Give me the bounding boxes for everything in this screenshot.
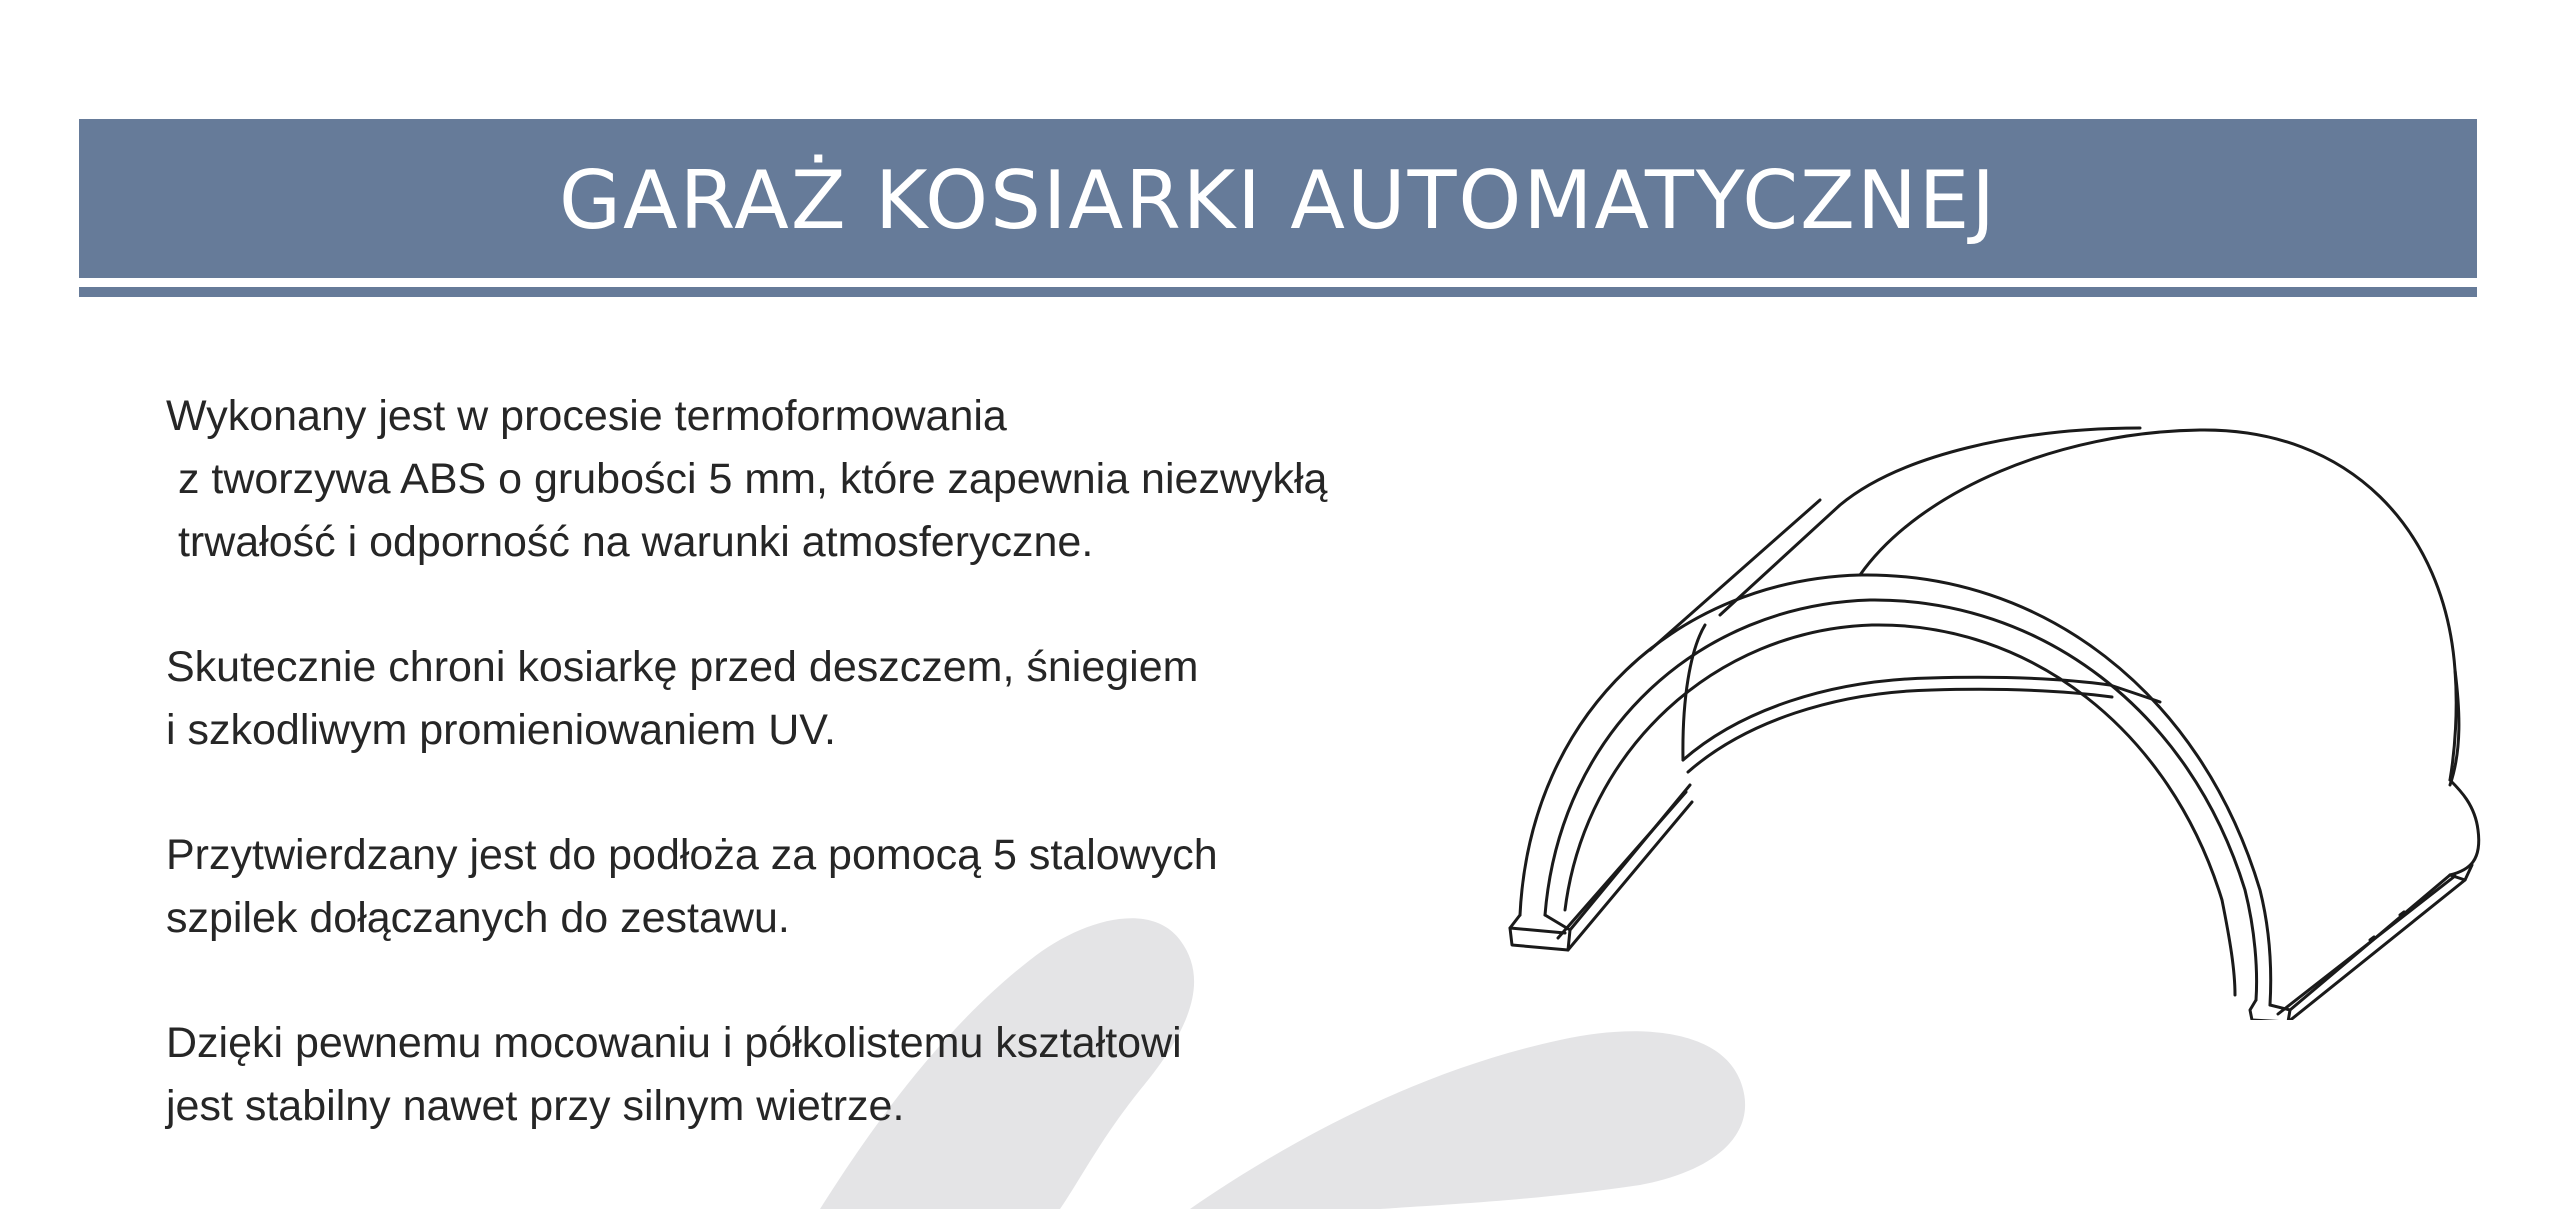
mower-garage-drawing (1500, 410, 2490, 1020)
header-divider (79, 287, 2477, 297)
description-line: szpilek dołączanych do zestawu. (166, 894, 790, 942)
description-line: z tworzywa ABS o grubości 5 mm, które zapewnia niezwykłą (166, 455, 1328, 503)
description-text (166, 385, 1496, 1200)
header-banner (79, 119, 2477, 278)
page-title: GARAŻ KOSIARKI AUTOMATYCZNEJ (559, 153, 1997, 247)
description-line: jest stabilny nawet przy silnym wietrze. (166, 1082, 905, 1130)
description-paragraph (166, 636, 1496, 762)
description-line: Dzięki pewnemu mocowaniu i półkolistemu kształtowi (166, 1019, 1182, 1067)
description-line: trwałość i odporność na warunki atmosferyczne. (166, 518, 1094, 566)
description-paragraph (166, 385, 1496, 574)
description-line: Skutecznie chroni kosiarkę przed deszczem, śniegiem (166, 643, 1199, 691)
description-line: Przytwierdzany jest do podłoża za pomocą 5 stalowych (166, 831, 1218, 879)
description-paragraph (166, 824, 1496, 950)
description-line: i szkodliwym promieniowaniem UV. (166, 706, 836, 754)
description-paragraph (166, 1012, 1496, 1138)
description-line: Wykonany jest w procesie termoformowania (166, 392, 1007, 440)
